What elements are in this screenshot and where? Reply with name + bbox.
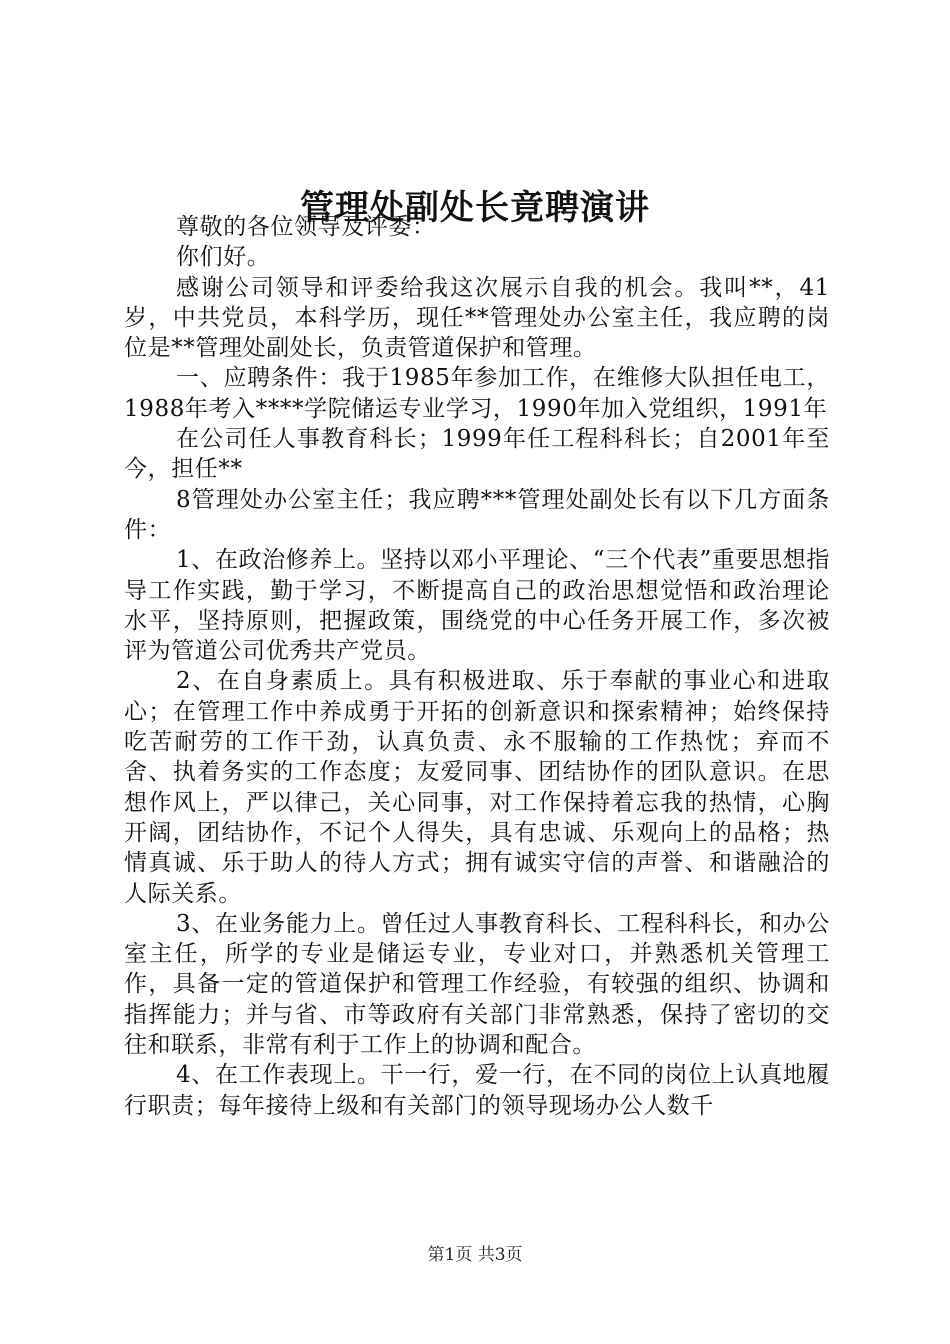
body-paragraph: 2、在自身素质上。具有积极进取、乐于奉献的事业心和进取心；在管理工作中养成勇于开拓的创新意识和探索精神；始终保持吃苦耐劳的工作干劲，认真负责、永不服输的工作热忱；弃而不舍、执着务实的工作态度；友爱同事、团结协作的团队意识。在思想作风上，严以律己，关心同事，对工作保持着忘我的热情，心胸开阔，团结协作，不记个人得失，具有忠诚、乐观向上的品格；热情真诚、乐于助人的待人方式；拥有诚实守信的声誉、和谐融洽的人际关系。 [124,668,830,907]
body-paragraph: 4、在工作表现上。干一行，爱一行，在不同的岗位上认真地履行职责；每年接待上级和有关部门的领导现场办公人数千 [124,1062,830,1119]
page-footer: 第1页 共3页 [427,1245,523,1265]
greeting: 你们好。 [176,244,271,271]
body-paragraph: 一、应聘条件：我于1985年参加工作，在维修大队担任电工，1988年考入****学院储运专业学习，1990年加入党组织，1991年 [124,365,830,422]
body-paragraph: 感谢公司领导和评委给我这次展示自我的机会。我叫**，41岁，中共党员，本科学历，现任**管理处办公室主任，我应聘的岗位是**管理处副处长，负责管道保护和管理。 [124,274,830,362]
body-paragraph: 3、在业务能力上。曾任过人事教育科长、工程科科长，和办公室主任，所学的专业是储运专业，专业对口，并熟悉机关管理工作，具备一定的管道保护和管理工作经验，有较强的组织、协调和指挥能力；并与省、市等政府有关部门非常熟悉，保持了密切的交往和联系，非常有利于工作上的协调和配合。 [124,910,830,1059]
body-paragraph: 8管理处办公室主任；我应聘***管理处副处长有以下几方面条件： [124,486,830,543]
document-body [124,212,830,1121]
body-paragraph: 在公司任人事教育科长；1999年任工程科科长；自2001年至今，担任** [124,426,830,483]
salutation: 尊敬的各位领导及评委： [176,214,436,240]
body-paragraph: 1、在政治修养上。坚持以邓小平理论、“三个代表”重要思想指导工作实践，勤于学习，不断提高自己的政治思想觉悟和政治理论水平，坚持原则，把握政策，围绕党的中心任务开展工作，多次被评为管道公司优秀共产党员。 [124,547,830,665]
document-title: 管理处副处长竟聘演讲 [300,188,650,228]
